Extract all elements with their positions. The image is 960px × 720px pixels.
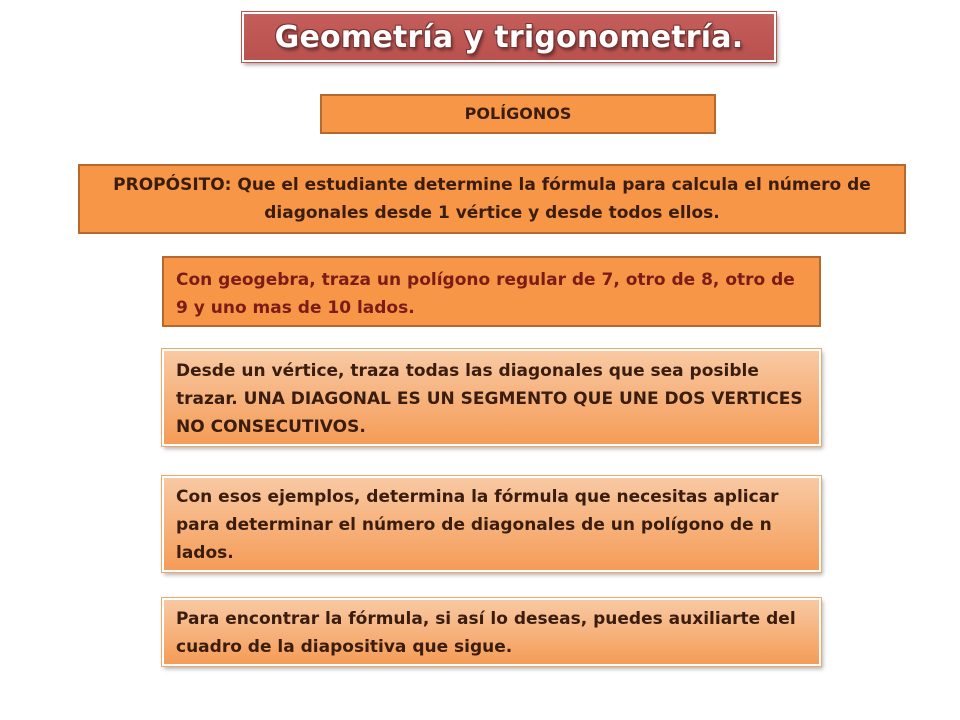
vertex-instruction-box [162,349,821,446]
help-instruction-text: Para encontrar la fórmula, si así lo deseas, puedes auxiliarte del cuadro de la diapositiva que sigue. [176,609,796,657]
purpose-text: PROPÓSITO: Que el estudiante determine la fórmula para calcula el número de diagonales desde 1 vértice y desde todos ellos. [113,175,871,223]
formula-instruction-text: Con esos ejemplos, determina la fórmula que necesitas aplicar para determinar el número de diagonales de un polígono de n lados. [176,487,779,563]
geogebra-instruction-text: Con geogebra, traza un polígono regular de 7, otro de 8, otro de 9 y uno mas de 10 lados. [176,270,795,318]
help-instruction-box [162,598,821,666]
vertex-instruction-text: Desde un vértice, traza todas las diagonales que sea posible trazar. UNA DIAGONAL ES UN SEGMENTO QUE UNE DOS VERTICES NO CONSECUTIVOS. [176,361,803,437]
formula-instruction-box [162,476,821,572]
section-header [320,94,716,134]
geogebra-instruction-box [162,256,821,327]
section-label: POLÍGONOS [464,104,572,123]
title-banner [242,12,776,62]
slide-title: Geometría y trigonometría. [274,19,744,55]
purpose-box [78,164,906,234]
